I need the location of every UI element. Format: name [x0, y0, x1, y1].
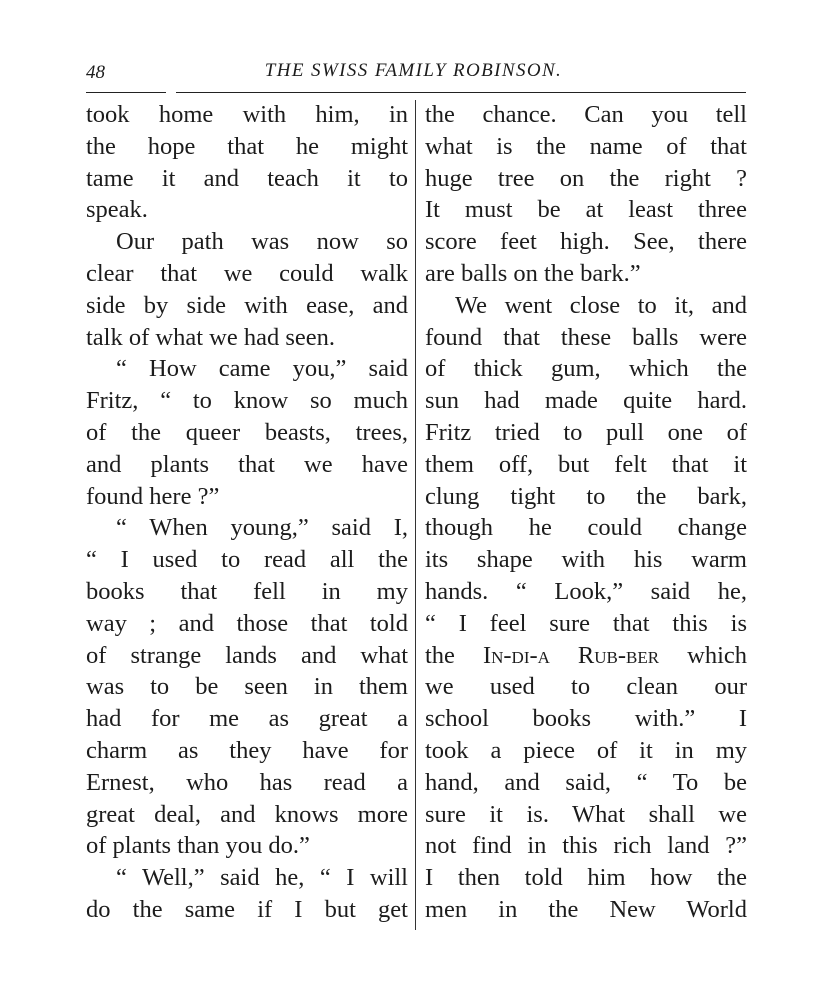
- text-line: of the queer beasts, trees,: [86, 418, 408, 446]
- text-line: Fritz tried to pull one of: [425, 418, 747, 446]
- text-line: was to be seen in them: [86, 673, 408, 701]
- text-line: huge tree on the right ?: [425, 164, 747, 192]
- text-line: the hope that he might: [86, 132, 408, 160]
- text-line: charm as they have for: [86, 736, 408, 764]
- text-line: school books with.” I: [425, 705, 747, 733]
- text-line: talk of what we had seen.: [86, 323, 335, 351]
- text-line: tame it and teach it to: [86, 164, 408, 192]
- text-line: took home with him, in: [86, 101, 408, 128]
- text-line: clung tight to the bark,: [425, 482, 747, 510]
- text-line: sure it is. What shall we: [425, 800, 747, 828]
- small-caps-term: In-di-a Rub-ber: [482, 641, 660, 669]
- right-column: [425, 99, 747, 926]
- text-line: Ernest, who has read a: [86, 768, 408, 796]
- text-line: the In-di-a Rub-ber which: [425, 641, 747, 669]
- text-line: clear that we could walk: [86, 259, 408, 287]
- text-line: had for me as great a: [86, 705, 408, 733]
- text-line: way ; and those that told: [86, 609, 408, 637]
- text-line: I then told him how the: [425, 864, 747, 892]
- text-line: though he could change: [425, 514, 747, 542]
- text-line: are balls on the bark.”: [425, 259, 641, 287]
- text-line: sun had made quite hard.: [425, 387, 747, 415]
- text-line: hand, and said, “ To be: [425, 768, 747, 796]
- page-number: 48: [86, 62, 105, 83]
- text-line: its shape with his warm: [425, 546, 747, 574]
- text-line: “ I feel sure that this is: [425, 609, 747, 637]
- text-line: books that fell in my: [86, 577, 408, 605]
- text-line: score feet high. See, there: [425, 228, 747, 256]
- text-line: We went close to it, and: [455, 291, 747, 319]
- text-line: found here ?”: [86, 482, 220, 510]
- text-line: “ How came you,” said: [116, 355, 408, 383]
- text-line: “ Well,” said he, “ I will: [116, 864, 408, 892]
- text-line: “ I used to read all the: [86, 546, 408, 574]
- text-line: of strange lands and what: [86, 641, 408, 669]
- text-line: Fritz, “ to know so much: [86, 387, 408, 415]
- text-line: Our path was now so: [116, 228, 408, 256]
- text-line: men in the New World: [425, 895, 747, 923]
- text-line: “ When young,” said I,: [116, 514, 408, 542]
- text-line: speak.: [86, 196, 148, 224]
- page-header: [0, 58, 827, 88]
- column-divider: [415, 100, 416, 930]
- text-line: of thick gum, which the: [425, 355, 747, 383]
- text-line: what is the name of that: [425, 132, 747, 160]
- header-rule-left: [86, 92, 166, 93]
- text-line: took a piece of it in my: [425, 736, 747, 764]
- text-line: we used to clean our: [425, 673, 747, 701]
- text-line: It must be at least three: [425, 196, 747, 224]
- running-title: THE SWISS FAMILY ROBINSON.: [264, 60, 563, 81]
- header-rule-right: [176, 92, 746, 93]
- text-line: of plants than you do.”: [86, 832, 310, 860]
- text-line: not find in this rich land ?”: [425, 832, 747, 860]
- text-line: the chance. Can you tell: [425, 101, 747, 128]
- text-line: them off, but felt that it: [425, 450, 747, 478]
- text-line: and plants that we have: [86, 450, 408, 478]
- text-line: side by side with ease, and: [86, 291, 408, 319]
- text-line: great deal, and knows more: [86, 800, 408, 828]
- text-line: do the same if I but get: [86, 895, 408, 923]
- left-column: [86, 99, 408, 926]
- text-line: hands. “ Look,” said he,: [425, 577, 747, 605]
- text-line: found that these balls were: [425, 323, 747, 351]
